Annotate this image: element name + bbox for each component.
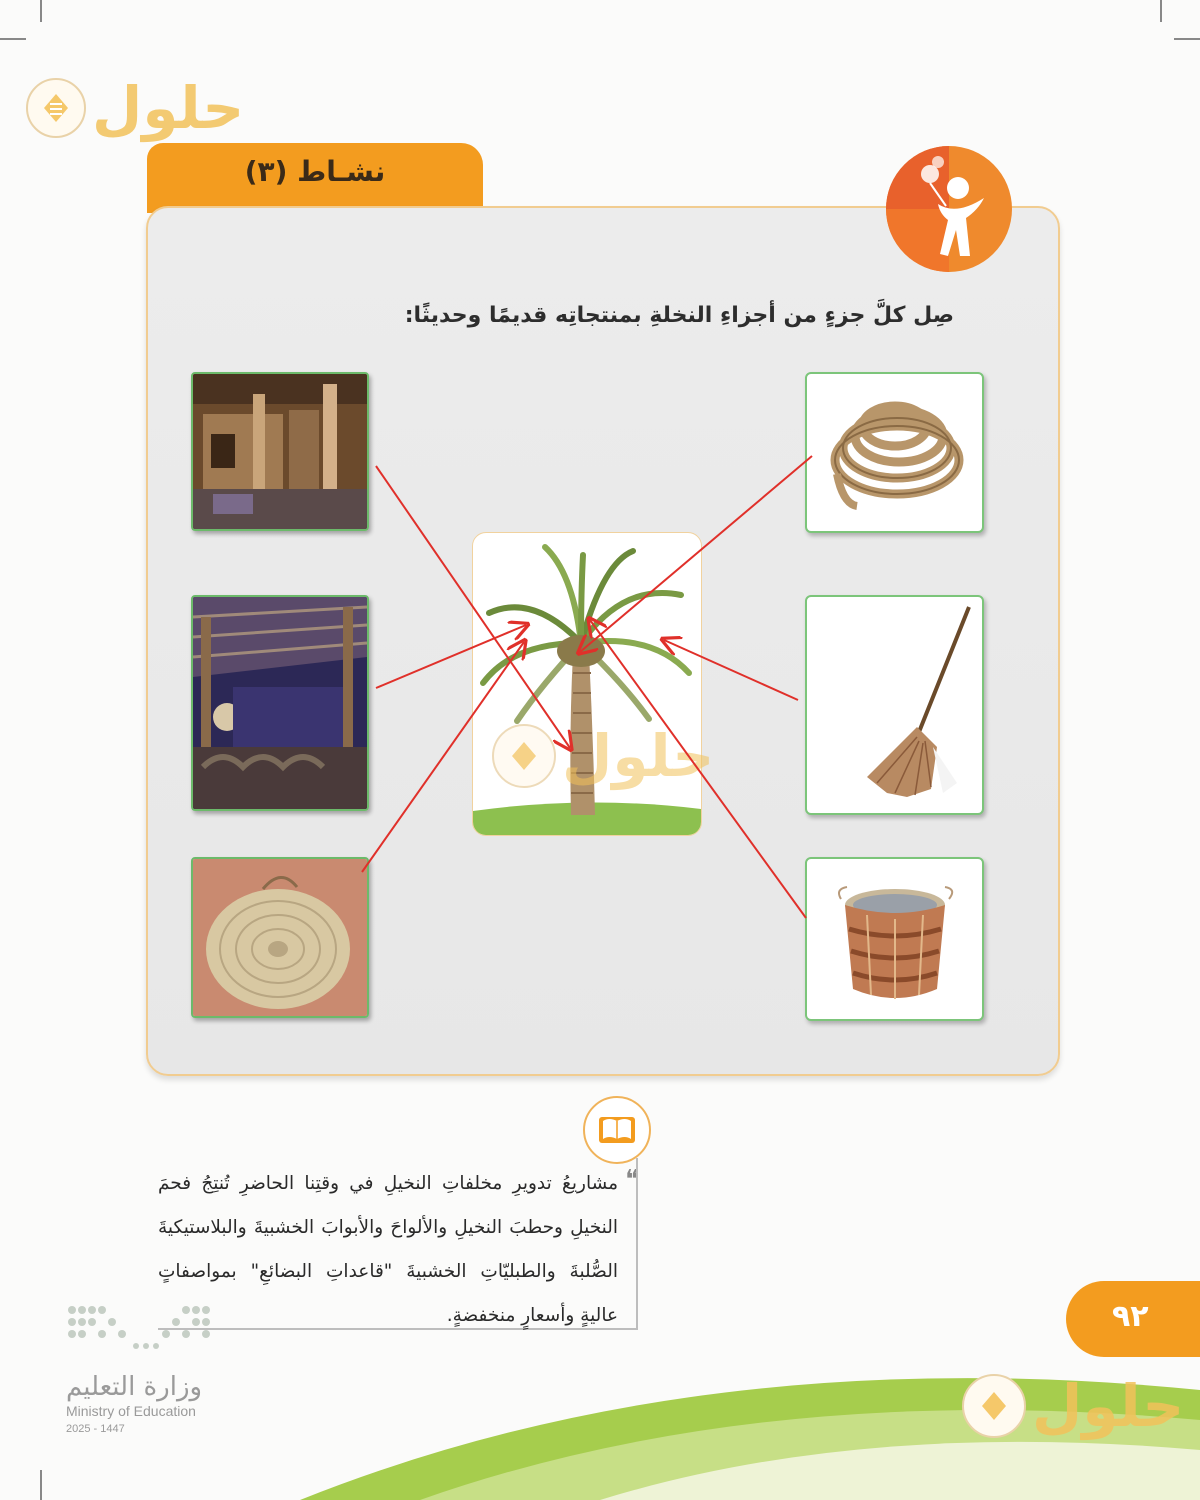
fact-text: مشاريعُ تدويرِ مخلفاتِ النخيلِ في وقتِنا الحاضرِ تُنتِجُ فحمَ النخيلِ وحطبَ النخيلِ والألواحَ والأبوابَ الخشبيةَ والبلاستيكيةَ الصُّلبةَ والطبليّاتِ الخشبيةَ "قاعداتِ البضائعِ" بمواصفاتٍ عاليةٍ وأسعارٍ منخفضةٍ. xyxy=(158,1173,618,1326)
connector-broom xyxy=(664,640,798,700)
watermark-text: حلول xyxy=(562,722,715,790)
ministry-year: 2025 - 1447 xyxy=(66,1423,125,1435)
connector-rope xyxy=(580,456,812,652)
page-number-badge xyxy=(1066,1281,1200,1357)
ministry-name-ar: وزارة التعليم xyxy=(66,1372,203,1402)
book-icon xyxy=(583,1096,651,1164)
connector-roof xyxy=(376,625,526,688)
activity-instruction: صِل كلَّ جزءٍ من أجزاءِ النخلةِ بمنتجاتِه قديمًا وحديثًا: xyxy=(404,303,954,328)
connector-basket xyxy=(590,620,806,918)
ministry-logo-icon xyxy=(66,1302,212,1358)
connector-mat xyxy=(362,642,524,872)
fact-box xyxy=(158,1158,638,1330)
page-number: ٩٢ xyxy=(1112,1299,1149,1334)
watermark-logo-icon xyxy=(962,1374,1026,1438)
activity-title: نشـاط (٣) xyxy=(244,155,386,188)
quote-mark-icon: ❝ xyxy=(625,1165,639,1195)
ministry-name-en: Ministry of Education xyxy=(66,1403,196,1419)
watermark-bottom xyxy=(962,1372,1184,1440)
watermark-text: حلول xyxy=(92,74,245,142)
watermark-text: حلول xyxy=(1032,1372,1185,1440)
connector-old-house xyxy=(376,466,570,748)
